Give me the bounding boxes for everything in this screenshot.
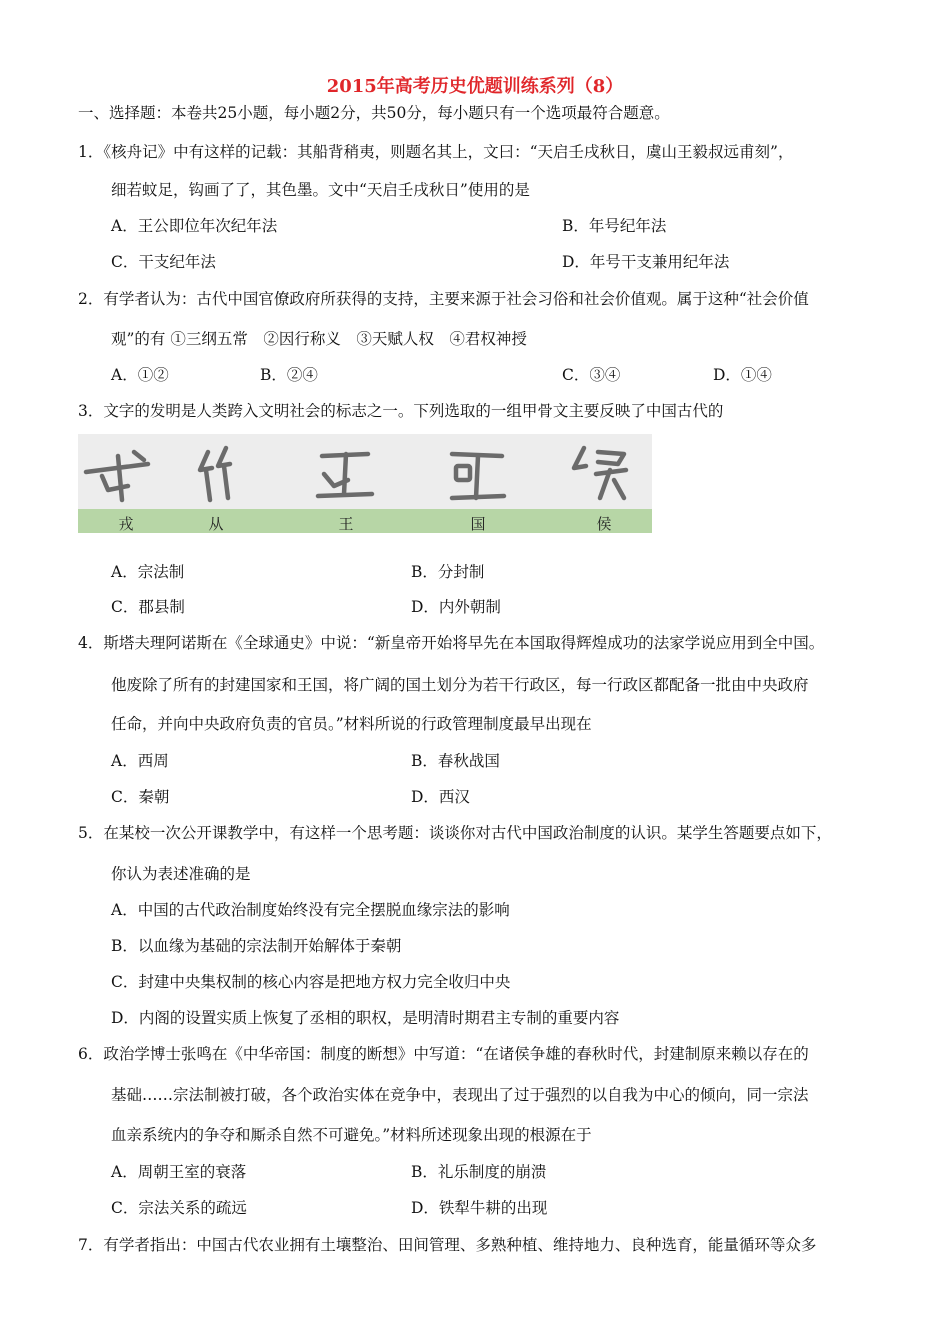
question-3-option-d[interactable]: D．内外朝制 xyxy=(411,598,501,616)
oracle-glyph-hou-icon xyxy=(574,448,626,498)
oracle-bone-glyphs xyxy=(78,434,652,509)
glyph-caption-2: 从 xyxy=(208,515,224,533)
question-1-option-c[interactable]: C．干支纪年法 xyxy=(111,253,216,271)
question-4-option-c[interactable]: C．秦朝 xyxy=(111,788,170,806)
oracle-glyph-cong-icon xyxy=(200,448,230,500)
question-6-line-2: 基础……宗法制被打破，各个政治实体在竞争中，表现出了过于强烈的以自我为中心的倾向，同一宗法 xyxy=(111,1086,809,1104)
question-5-line-2: 你认为表述准确的是 xyxy=(111,865,251,883)
oracle-glyph-wang-icon xyxy=(318,454,372,496)
oracle-bone-script-figure xyxy=(78,434,652,533)
glyph-caption-3: 王 xyxy=(338,515,354,533)
page-title: 2015年高考历史优题训练系列（8） xyxy=(326,76,624,97)
question-2-option-b[interactable]: B．②④ xyxy=(260,366,318,384)
section-intro: 一、选择题：本卷共25小题，每小题2分，共50分，每小题只有一个选项最符合题意。 xyxy=(78,104,670,122)
question-6-option-a[interactable]: A．周朝王室的衰落 xyxy=(111,1163,247,1181)
question-5-line-1: 5．在某校一次公开课教学中，有这样一个思考题：谈谈你对古代中国政治制度的认识。某学生答题要点如下， xyxy=(78,824,832,842)
question-5-option-b[interactable]: B．以血缘为基础的宗法制开始解体于秦朝 xyxy=(111,937,402,955)
oracle-bone-glyph-strip xyxy=(78,434,652,509)
oracle-glyph-rong-icon xyxy=(86,452,148,500)
question-1-line-2: 细若蚊足，钩画了了，其色墨。文中“天启壬戌秋日”使用的是 xyxy=(111,181,530,199)
question-2-option-d[interactable]: D．①④ xyxy=(713,366,772,384)
question-3-option-a[interactable]: A．宗法制 xyxy=(111,563,185,581)
question-4-line-1: 4．斯塔夫理阿诺斯在《全球通史》中说：“新皇帝开始将早先在本国取得辉煌成功的法家学说应用到全中国。 xyxy=(78,634,825,652)
question-4-line-2: 他废除了所有的封建国家和王国，将广阔的国土划分为若干行政区，每一行政区都配备一批由中央政府 xyxy=(111,676,809,694)
question-6-option-b[interactable]: B．礼乐制度的崩溃 xyxy=(411,1163,547,1181)
glyph-caption-1: 戎 xyxy=(118,515,134,533)
question-6-option-c[interactable]: C．宗法关系的疏远 xyxy=(111,1199,247,1217)
question-5-option-c[interactable]: C．封建中央集权制的核心内容是把地方权力完全收归中央 xyxy=(111,973,511,991)
question-6-line-1: 6．政治学博士张鸣在《中华帝国：制度的断想》中写道：“在诸侯争雄的春秋时代，封建制原来赖以存在的 xyxy=(78,1045,809,1063)
question-2-option-a[interactable]: A．①② xyxy=(111,366,169,384)
question-7-line-1: 7．有学者指出：中国古代农业拥有土壤整治、田间管理、多熟种植、维持地力、良种选育，能量循环等众多 xyxy=(78,1236,817,1254)
question-1-option-b[interactable]: B．年号纪年法 xyxy=(562,217,667,235)
glyph-caption-4: 国 xyxy=(470,515,486,533)
question-3-option-b[interactable]: B．分封制 xyxy=(411,563,485,581)
question-4-line-3: 任命，并向中央政府负责的官员。”材料所说的行政管理制度最早出现在 xyxy=(111,715,592,733)
question-3-option-c[interactable]: C．郡县制 xyxy=(111,598,185,616)
question-2-line-1: 2．有学者认为：古代中国官僚政府所获得的支持，主要来源于社会习俗和社会价值观。属于这种“社会价值 xyxy=(78,290,809,308)
glyph-caption-5: 侯 xyxy=(596,515,612,533)
question-1-option-d[interactable]: D．年号干支兼用纪年法 xyxy=(562,253,730,271)
question-5-option-d[interactable]: D．内阁的设置实质上恢复了丞相的职权，是明清时期君主专制的重要内容 xyxy=(111,1009,620,1027)
question-4-option-a[interactable]: A．西周 xyxy=(111,752,169,770)
question-3-line-1: 3．文字的发明是人类跨入文明社会的标志之一。下列选取的一组甲骨文主要反映了中国古代的 xyxy=(78,402,724,420)
question-1-line-1: 1．《核舟记》中有这样的记载：其船背稍夷，则题名其上，文曰：“天启壬戌秋日，虞山王毅叔远甫刻”， xyxy=(78,143,794,161)
question-2-option-c[interactable]: C．③④ xyxy=(562,366,621,384)
oracle-glyph-guo-icon xyxy=(452,454,504,498)
question-6-option-d[interactable]: D．铁犁牛耕的出现 xyxy=(411,1199,548,1217)
question-4-option-b[interactable]: B．春秋战国 xyxy=(411,752,500,770)
question-2-line-2: 观”的有 ①三纲五常 ②因行称义 ③天赋人权 ④君权神授 xyxy=(111,330,527,348)
question-4-option-d[interactable]: D．西汉 xyxy=(411,788,470,806)
question-6-line-3: 血亲系统内的争夺和厮杀自然不可避免。”材料所述现象出现的根源在于 xyxy=(111,1126,592,1144)
question-5-option-a[interactable]: A．中国的古代政治制度始终没有完全摆脱血缘宗法的影响 xyxy=(111,901,510,919)
question-1-option-a[interactable]: A．王公即位年次纪年法 xyxy=(111,217,278,235)
